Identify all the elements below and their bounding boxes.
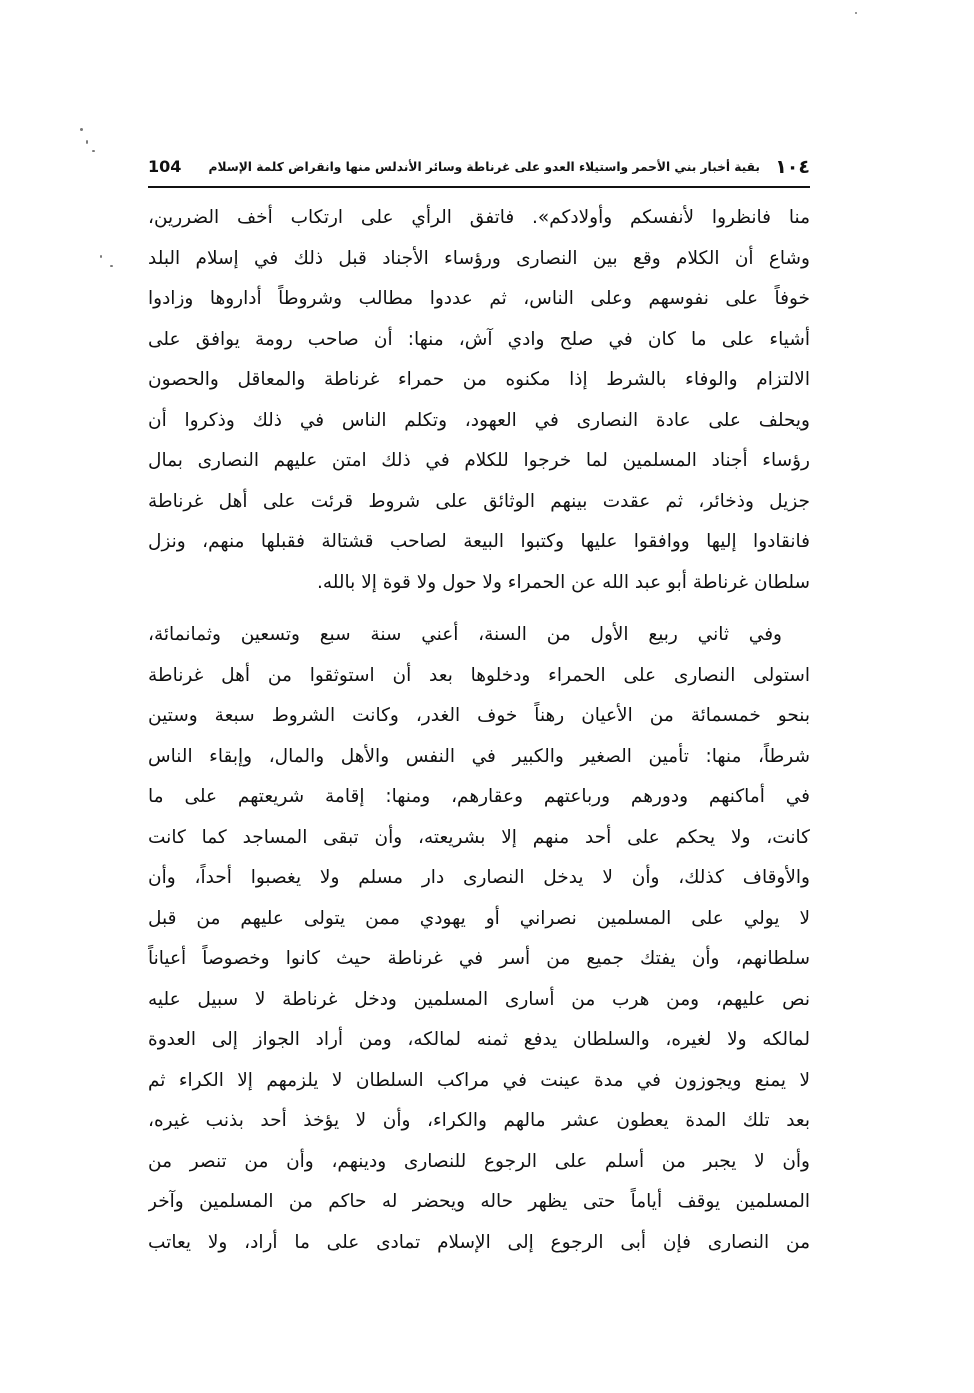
scan-speck [100, 255, 102, 258]
text-line: وفي ثاني ربيع الأول من السنة، أعني سنة سبع وتسعين وثمانمائة، [148, 624, 782, 645]
scan-speck [855, 12, 857, 14]
page-number-arabic: ١٠٤ [775, 156, 810, 178]
text-line: نص عليهم، ومن هرب من أسارى المسلمين ودخل غرناطة لا سبيل عليه [148, 988, 810, 1010]
paragraph [148, 198, 810, 603]
text-line: فانقادوا إليها ووافقوا عليها وكتبوا البيعة لصاحب قشتالة فقبلها منهم، ونزل [148, 531, 810, 552]
text-line: المسلمين يوقف أياماً حتى يظهر حاله ويحضر له حاكم من المسلمين وآخر [148, 1191, 810, 1212]
scan-speck [110, 265, 113, 267]
text-line: رؤساء أجناد المسلمين لما خرجوا للكلام في ذلك امتن عليهم النصارى بمال [148, 450, 810, 471]
text-line: وشاع أن الكلام وقع بين النصارى ورؤساء الأجناد قبل ذلك في إسلام البلد [148, 247, 810, 269]
text-line: وأن لا يجبر من أسلم على الرجوع للنصارى ودينهم، وأن من تنصر من [148, 1150, 810, 1172]
text-line: خوفاً على نفوسهم وعلى الناس، ثم عددوا مطالب وشروطاً أداروها وزادوا [148, 288, 810, 309]
text-line: لا يولي على المسلمين نصراني أو يهودي ممن يتولى عليهم من قبل [148, 907, 810, 929]
page-number-latin: 104 [148, 157, 182, 176]
paragraph-gap [148, 603, 810, 615]
scan-speck [92, 150, 95, 152]
text-line: استولى النصارى على الحمراء ودخلوها بعد أن استوثقوا من أهل غرناطة [148, 664, 810, 686]
text-line: لا يمنع ويجوزون في مدة عينت في مراكب السلطان لا يلزمهم إلا الكراء ثم [148, 1069, 810, 1091]
text-line: شرطاً، منها: تأمين الصغير والكبير في النفس والأهل والمال، وإبقاء الناس [148, 745, 810, 767]
scan-speck [80, 128, 83, 131]
text-line: أشياء على ما كان في صلح وادي آش، منها: أن صاحب رومة يوافق على [148, 328, 810, 350]
text-line: بعد تلك المدة يعطون عشر مالهم والكراء، وأن لا يؤخذ أحد بذنب غيره، [148, 1110, 810, 1131]
scan-speck [86, 140, 88, 144]
paragraph [148, 615, 810, 1263]
header-rule [148, 186, 810, 188]
text-line: كانت، ولا يحكم على أحد منهم إلا بشريعته، وأن تبقى المساجد كما كانت [148, 826, 810, 848]
text-line: في أماكنهم ودورهم ورباعتهم وعقارهم، ومنها: إقامة شريعتهم على ما [148, 786, 810, 807]
text-line: سلطان غرناطة أبو عبد الله عن الحمراء ولا حول ولا قوة إلا بالله. [316, 571, 810, 593]
text-line: منا فانظروا لأنفسكم وأولادكم». فاتفق الرأي على ارتكاب أخف الضررين، [148, 207, 810, 228]
text-line: من النصارى فإن أبى الرجوع إلى الإسلام تمادى على ما أراد، ولا يعاتب [148, 1231, 810, 1253]
text-line: الالتزام والوفاء بالشرط إذا مكنوه من حمراء غرناطة والمعاقل والحصون [148, 369, 810, 390]
text-line: بنحو خمسمائة من الأعيان رهناً خوف الغدر، وكانت الشروط سبعة وستين [148, 705, 810, 726]
text-line: لمالكه ولا لغيره، والسلطان يدفع ثمنه لمالكه، ومن أراد الجواز إلى العدوة [148, 1029, 810, 1050]
text-line: ويحلف على عادة النصارى في العهود، وتكلم الناس في ذلك وذكروا أن [148, 409, 810, 431]
text-line: والأوقاف كذلك، وأن لا يدخل النصارى دار مسلم ولا يغصبوا أحداً، وأن [148, 867, 810, 888]
text-line: جزيل وذخائر، ثم عقدت بينهم الوثائق على شروط قرئت على أهل غرناطة [148, 490, 810, 512]
text-line: سلطانهم، وأن يفتك جميع من أسر في غرناطة حيث كانوا وخصوصاً أعياناً [148, 948, 810, 969]
body-text [148, 198, 810, 1263]
page-header [148, 150, 810, 184]
running-title: بقية أخبار بني الأحمر واستيلاء العدو على غرناطة وسائر الأندلس منها وانقراض كلمة الإسلام [208, 160, 760, 174]
